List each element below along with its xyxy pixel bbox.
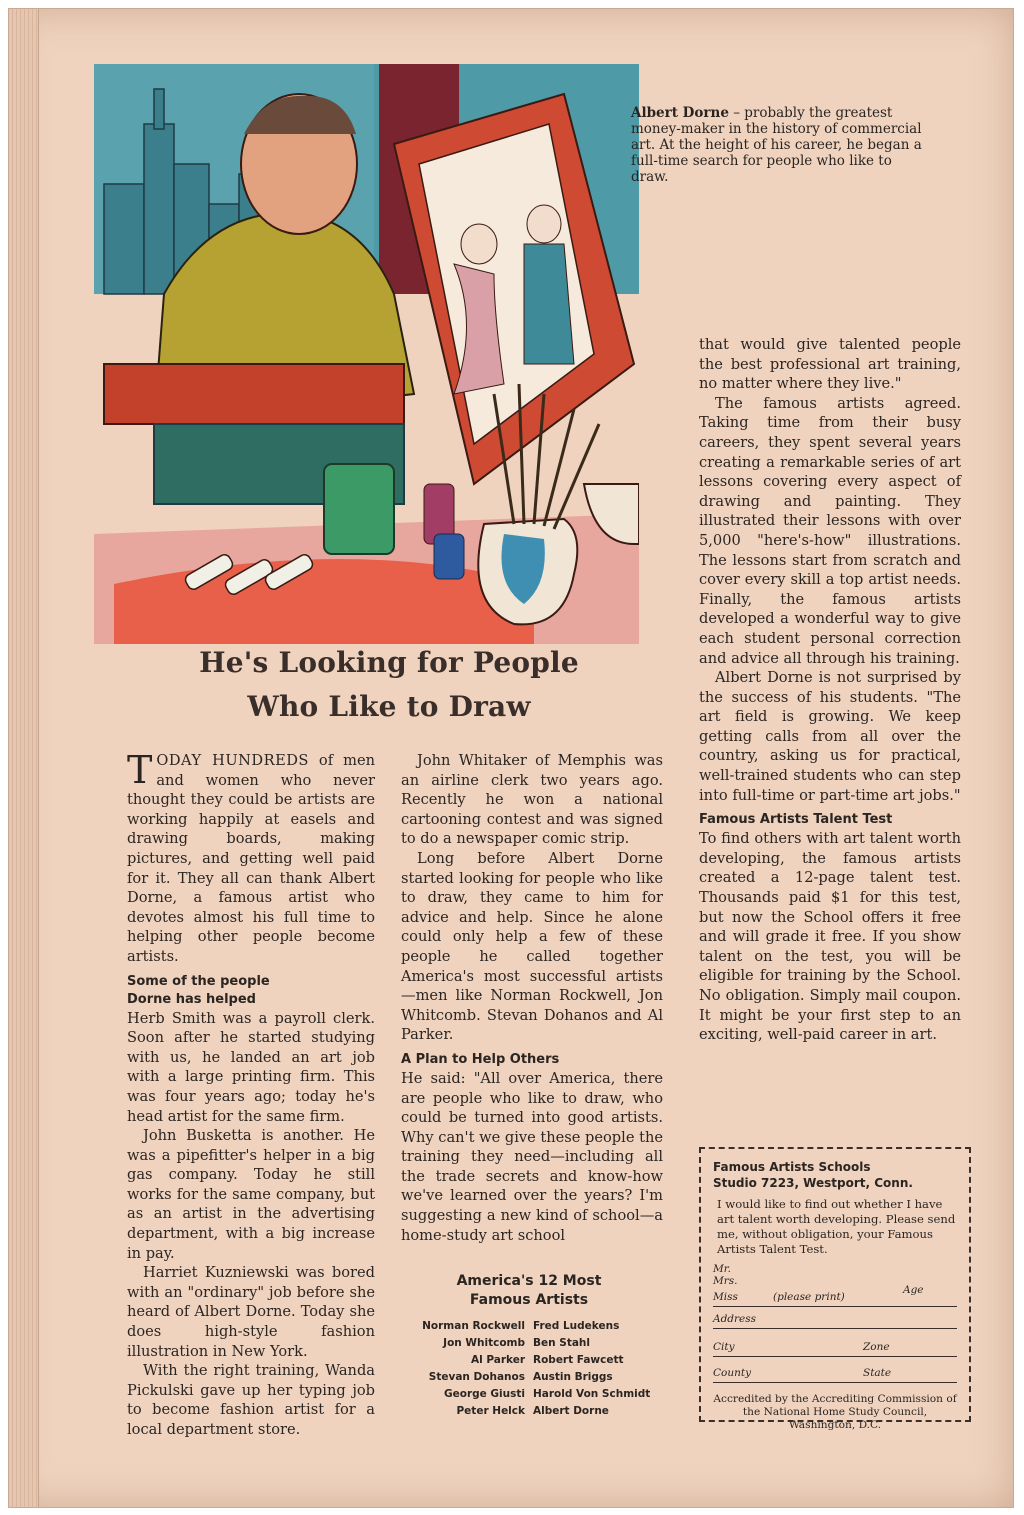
coupon-header <box>713 1159 957 1191</box>
headline-line-2: Who Like to Draw <box>247 690 531 723</box>
artist-name: George Giusti <box>444 1388 525 1400</box>
col3-paragraph-2: The famous artists agreed. Taking time from their busy careers, they spent several years creating a remarkable series of art lessons covering every aspect of drawing and painting. They illustrated their lessons with over 5,000 "here's-how" illustrations. The lessons start from scratch and cover every skill a top artist needs. Finally, the famous artists developed a wonderful way to give each student personal correction and advice all through his training. <box>699 394 961 667</box>
coupon-county-field[interactable] <box>713 1363 957 1383</box>
artists-title-line-2: Famous Artists <box>469 1292 589 1308</box>
artist-name: Peter Helck <box>456 1405 525 1417</box>
coupon-studio-address: Studio 7223, Westport, Conn. <box>713 1176 913 1190</box>
article-column-2 <box>401 751 663 1245</box>
coupon-address-label: Address <box>713 1313 757 1325</box>
coupon-accreditation: Accredited by the Accrediting Commission of the National Home Study Council, Washington, D.C. <box>713 1393 957 1431</box>
artist-name: Norman Rockwell <box>422 1320 525 1332</box>
col3-paragraph-4: To find others with art talent worth developing, the famous artists created a 12-page talent test. Thousands paid $1 for this test, but now the School offers it free and will grade it free. If you show talent on the test, you will be eligible for training by the School. No obligation. Simply mail coupon. It might be your first step to an exciting, well-paid career in art. <box>699 830 961 1044</box>
coupon-zone-label: Zone <box>863 1341 890 1353</box>
artist-name: Jon Whitcomb <box>443 1337 525 1349</box>
coupon-miss: Miss <box>713 1291 738 1303</box>
artist-name: Stevan Dohanos <box>428 1371 525 1383</box>
artist-name: Ben Stahl <box>533 1337 590 1349</box>
subhead-talent-test: Famous Artists Talent Test <box>699 812 893 828</box>
coupon-print-note: (please print) <box>773 1291 845 1303</box>
lead-small-caps: ODAY HUNDREDS <box>156 752 309 769</box>
artists-title-line-1: America's 12 Most <box>456 1273 602 1289</box>
mail-coupon[interactable] <box>699 1147 971 1431</box>
coupon-city-label: City <box>713 1341 735 1353</box>
coupon-mr: Mr. <box>713 1263 731 1275</box>
caption-text: – probably the greatest money-maker in the history of commercial art. At the height of his career, he began a full-time search for people who like to draw. <box>631 105 922 185</box>
coupon-name-field[interactable] <box>713 1284 957 1307</box>
illustration-caption <box>631 105 931 185</box>
coupon-address-field[interactable] <box>713 1309 957 1329</box>
artist-name: Al Parker <box>470 1354 525 1366</box>
coupon-mrs: Mrs. <box>713 1275 738 1287</box>
coupon-city-field[interactable] <box>713 1337 957 1357</box>
subhead-line-1: Some of the people <box>127 973 270 989</box>
col1-paragraph-5: With the right training, Wanda Pickulski gave up her typing job to become fashion artist for a local department store. <box>127 1362 375 1438</box>
drop-cap: T <box>127 748 153 792</box>
famous-artists-list <box>389 1272 669 1420</box>
col3-paragraph-3: Albert Dorne is not surprised by the success of his students. "The art field is growing. We keep getting calls from all over the country, asking us for practical, well-trained students who can step into full-time or part-time art jobs." <box>699 669 961 804</box>
artist-name: Albert Dorne <box>533 1405 609 1417</box>
artist-name: Robert Fawcett <box>533 1354 624 1366</box>
artists-grid <box>389 1318 669 1420</box>
col1-paragraph-1: of men and women who never thought they could be artists are working happily at easels and drawing boards, making pictures, and getting well paid for it. They all can thank Albert Dorne, a famous artist who devotes almost his full time to helping other people become artists. <box>127 752 375 965</box>
col2-paragraph-3: He said: "All over America, there are people who like to draw, who could be turned into good artists. Why can't we give these people the training they need—including all the trade secrets and know-how we've learned over the years? I'm suggesting a new kind of school—a home-study art school <box>401 1069 663 1244</box>
artists-list-title <box>389 1272 669 1310</box>
headline-line-1: He's Looking for People <box>199 646 579 679</box>
page-binding-edge <box>9 9 39 1507</box>
subhead-plan-to-help-others: A Plan to Help Others <box>401 1051 560 1067</box>
illustration-albert-dorne <box>94 64 639 644</box>
coupon-body: I would like to find out whether I have art talent worth developing. Please send me, without obligation, your Famous Artists Talent Test. <box>717 1197 956 1256</box>
col1-paragraph-3: John Busketta is another. He was a pipefitter's helper in a big gas company. Today he still works for the same company, but as an artist in the advertising department, with a big increase in pay. <box>127 1127 375 1262</box>
article-column-1 <box>127 748 375 1440</box>
article-column-3 <box>699 335 961 1045</box>
artist-name: Harold Von Schmidt <box>533 1388 651 1400</box>
headline <box>159 641 619 729</box>
coupon-state-label: State <box>863 1367 892 1379</box>
artist-name: Fred Ludekens <box>533 1320 620 1332</box>
col1-paragraph-4: Harriet Kuzniewski was bored with an "ordinary" job before she heard of Albert Dorne. Today she does high-style fashion illustration in New York. <box>127 1264 375 1360</box>
caption-name: Albert Dorne <box>631 105 729 121</box>
subhead-some-of-the-people <box>127 973 375 1009</box>
subhead-line-2: Dorne has helped <box>127 991 256 1007</box>
col2-paragraph-1: John Whitaker of Memphis was an airline clerk two years ago. Recently he won a national cartooning contest and was signed to do a newspaper comic strip. <box>401 752 663 848</box>
coupon-age-label: Age <box>903 1284 924 1296</box>
magazine-page <box>8 8 1014 1508</box>
coupon-school-name: Famous Artists Schools <box>713 1160 871 1174</box>
coupon-county-label: County <box>713 1367 752 1379</box>
col1-paragraph-2: Herb Smith was a payroll clerk. Soon after he started studying with us, he landed an art job with a large printing firm. This was four years ago; today he's head artist for the same firm. <box>127 1009 375 1125</box>
col3-paragraph-1: that would give talented people the best professional art training, no matter where they live." <box>699 336 961 393</box>
col2-paragraph-2: Long before Albert Dorne started looking for people who like to draw, they came to him for advice and help. Since he alone could only help a few of these people he called together America's most successful artists —men like Norman Rockwell, Jon Whitcomb. Stevan Dohanos and Al Parker. <box>401 849 663 1044</box>
artist-name: Austin Briggs <box>533 1371 613 1383</box>
